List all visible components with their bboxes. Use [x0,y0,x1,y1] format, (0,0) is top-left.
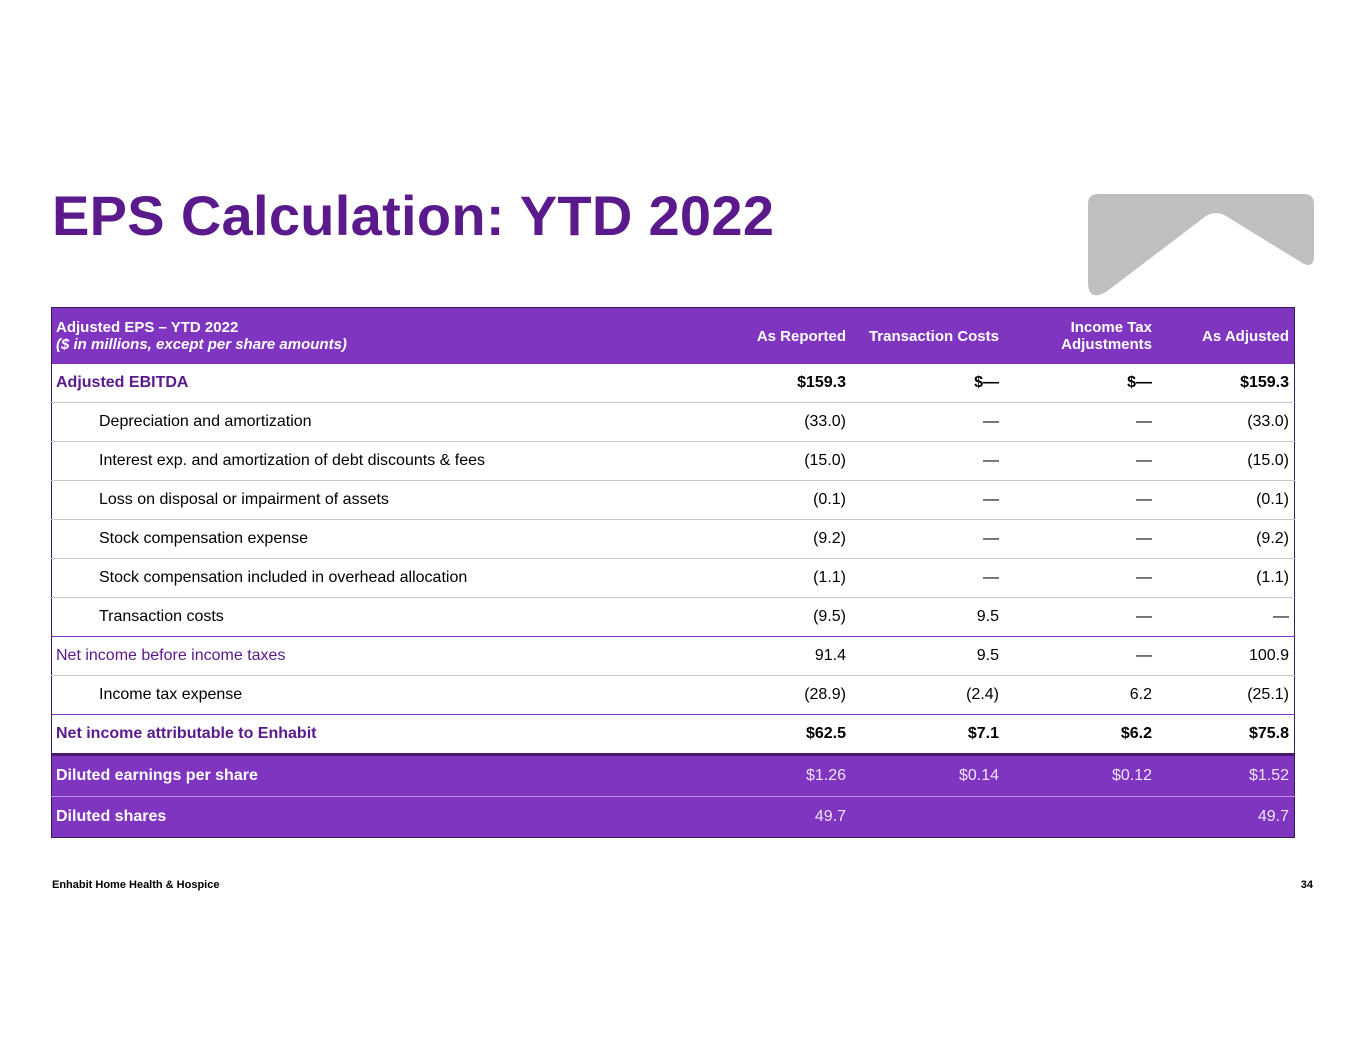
cell-income-tax-adjustments: — [1136,530,1152,547]
cell-transaction-costs: $— [974,374,999,391]
cell-as-reported: (9.5) [813,608,846,625]
cell-as-reported: (1.1) [813,569,846,586]
row-label: Loss on disposal or impairment of assets [99,491,389,508]
table-row [52,598,1295,637]
table-header-row [52,308,1295,365]
table-row [52,403,1295,442]
cell-transaction-costs: — [983,569,999,586]
cell-income-tax-adjustments: $0.12 [1111,767,1152,784]
cell-as-adjusted: $1.52 [1248,767,1289,784]
cell-income-tax-adjustments: — [1136,452,1152,469]
cell-transaction-costs: — [983,413,999,430]
cell-income-tax-adjustments: — [1136,647,1152,664]
table-row [52,481,1295,520]
table-row [52,520,1295,559]
cell-transaction-costs: — [983,452,999,469]
table-row-adjusted-ebitda [52,364,1295,403]
cell-as-adjusted: (0.1) [1256,491,1289,508]
table-row-diluted-shares [52,797,1295,838]
cell-as-adjusted: — [1273,608,1289,625]
cell-transaction-costs [851,797,1004,838]
cell-income-tax-adjustments: $6.2 [1120,725,1152,742]
table-row [52,559,1295,598]
column-header-transaction-costs: Transaction Costs [868,327,999,345]
row-label: Diluted shares [56,808,167,825]
table-header-subtitle: ($ in millions, except per share amounts) [56,336,347,353]
footer-company-name: Enhabit Home Health & Hospice [52,879,220,891]
cell-income-tax-adjustments: — [1136,413,1152,430]
table-row [52,442,1295,481]
cell-transaction-costs: $0.14 [958,767,999,784]
row-label: Diluted earnings per share [56,767,258,784]
table-header-title [52,308,702,365]
cell-income-tax-adjustments: — [1136,608,1152,625]
cell-income-tax-adjustments: $— [1127,374,1152,391]
page-number: 34 [1300,879,1313,891]
column-header-income-tax-line2: Adjustments [1061,336,1152,353]
table-row-net-income-enhabit [52,715,1295,755]
roof-chevron-logo-icon [1088,194,1314,296]
page-title: EPS Calculation: YTD 2022 [52,184,775,247]
cell-as-reported: $62.5 [805,725,846,742]
cell-as-reported: (0.1) [813,491,846,508]
row-label: Adjusted EBITDA [56,374,189,391]
cell-transaction-costs: — [983,491,999,508]
eps-table [51,307,1295,838]
cell-as-adjusted: (1.1) [1256,569,1289,586]
table-header-title-text: Adjusted EPS – YTD 2022 [56,319,239,336]
cell-as-adjusted: (9.2) [1256,530,1289,547]
cell-as-reported: $1.26 [805,767,846,784]
cell-as-adjusted: $75.8 [1248,725,1289,742]
cell-as-adjusted: (33.0) [1247,413,1289,430]
cell-as-adjusted: $159.3 [1240,374,1289,391]
table-row-diluted-eps [52,755,1295,797]
column-header-as-adjusted: As Adjusted [1202,327,1289,345]
column-header-income-tax-adjustments [1004,308,1157,365]
cell-as-reported: $159.3 [797,374,846,391]
cell-transaction-costs: 9.5 [976,647,999,664]
row-label: Stock compensation included in overhead allocation [99,569,468,586]
cell-income-tax-adjustments: 6.2 [1129,686,1152,703]
cell-as-reported: 91.4 [814,647,846,664]
cell-as-reported: (15.0) [804,452,846,469]
cell-transaction-costs: (2.4) [966,686,999,703]
cell-transaction-costs: — [983,530,999,547]
cell-transaction-costs: 9.5 [976,608,999,625]
table-row-net-income-before-taxes [52,637,1295,676]
cell-income-tax-adjustments: — [1136,491,1152,508]
row-label: Stock compensation expense [99,530,309,547]
cell-as-adjusted: 49.7 [1257,808,1289,825]
cell-transaction-costs: $7.1 [967,725,999,742]
cell-income-tax-adjustments: — [1136,569,1152,586]
column-header-income-tax-line1: Income Tax [1070,319,1152,336]
row-label: Net income attributable to Enhabit [56,725,317,742]
cell-as-adjusted: (15.0) [1247,452,1289,469]
table-row [52,676,1295,715]
column-header-as-reported: As Reported [756,327,846,345]
cell-income-tax-adjustments [1004,797,1157,838]
row-label: Depreciation and amortization [99,413,312,430]
cell-as-reported: 49.7 [814,808,846,825]
cell-as-reported: (9.2) [813,530,846,547]
row-label: Transaction costs [99,608,224,625]
cell-as-adjusted: (25.1) [1247,686,1289,703]
cell-as-reported: (28.9) [804,686,846,703]
row-label: Interest exp. and amortization of debt discounts & fees [99,452,485,469]
cell-as-adjusted: 100.9 [1248,647,1289,664]
row-label: Income tax expense [99,686,243,703]
cell-as-reported: (33.0) [804,413,846,430]
row-label: Net income before income taxes [56,647,286,664]
